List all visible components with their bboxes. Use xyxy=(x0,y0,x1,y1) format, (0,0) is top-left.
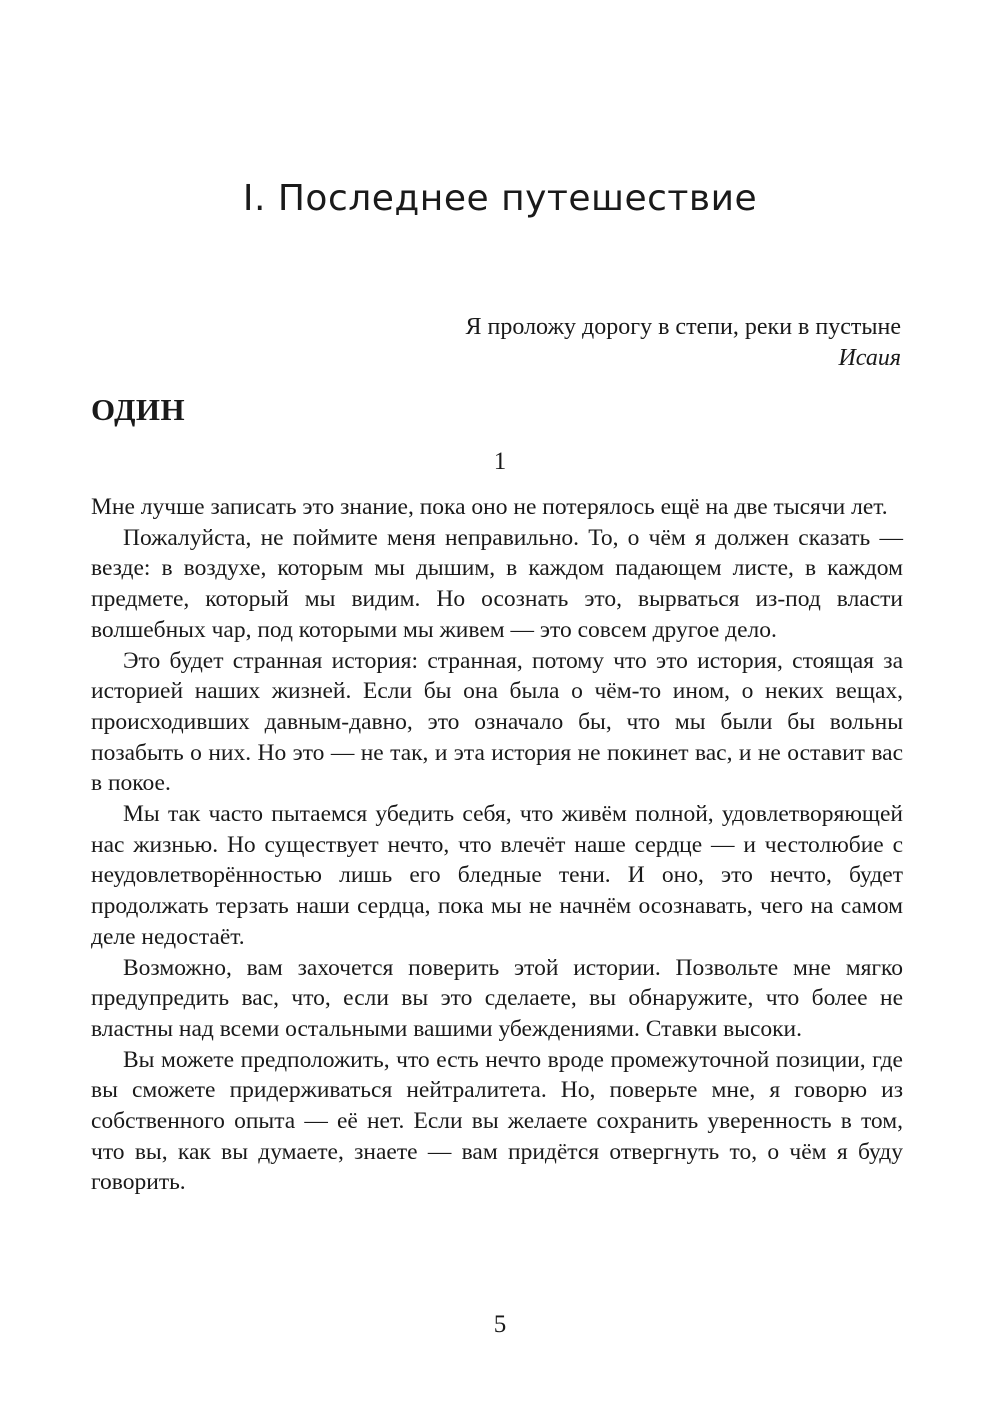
paragraph: Пожалуйста, не поймите меня неправильно. То, о чём я должен сказать — везде: в воздухе, которым мы дышим, в каждом падающем листе, в каждом предмете, который мы видим. Но осознать это, вырваться из-под власти волшебных чар, под которыми мы живем — это совсем другое дело. xyxy=(91,524,903,643)
paragraph: Мы так часто пытаемся убедить себя, что живём полной, удовлетворяющей нас жизнью. Но существует нечто, что влечёт наше сердце — и честолюбие с неудовлетворённостью лишь его бледные тени. И оно, это нечто, будет продолжать терзать наши сердца, пока мы не начнём осознавать, чего на самом деле недостаёт. xyxy=(91,801,903,950)
epigraph-author: Исаия xyxy=(838,345,901,371)
epigraph xyxy=(466,312,901,374)
paragraph: Мне лучше записать это знание, пока оно не потерялось ещё на две тысячи лет. xyxy=(91,494,888,520)
section-title: ОДИН xyxy=(91,392,186,427)
body-text xyxy=(91,492,903,1198)
epigraph-quote: Я проложу дорогу в степи, реки в пустыне xyxy=(465,314,901,340)
section-number: 1 xyxy=(493,448,507,475)
chapter-title: I. Последнее путешествие xyxy=(242,178,758,219)
paragraph: Возможно, вам захочется поверить этой истории. Позвольте мне мягко предупредить вас, что, если вы это сделаете, вы обнаружите, что более не властны над всеми остальными вашими убеждениями. Ставки высоки. xyxy=(91,954,903,1042)
paragraph: Вы можете предположить, что есть нечто вроде промежуточной позиции, где вы сможете придерживаться нейтралитета. Но, поверьте мне, я говорю из собственного опыта — её нет. Если вы желаете сохранить уверенность в том, что вы, как вы думаете, знаете — вам придётся отвергнуть то, о чём я буду говорить. xyxy=(91,1046,903,1196)
paragraph: Это будет странная история: странная, потому что это история, стоящая за историей наших жизней. Если бы она была о чём-то ином, о неких вещах, происходивших давным-давно, это означало бы, что мы были бы вольны позабыть о них. Но это — не так, и эта история не покинет вас, и не оставит вас в покое. xyxy=(91,647,903,797)
page-number: 5 xyxy=(493,1311,507,1338)
